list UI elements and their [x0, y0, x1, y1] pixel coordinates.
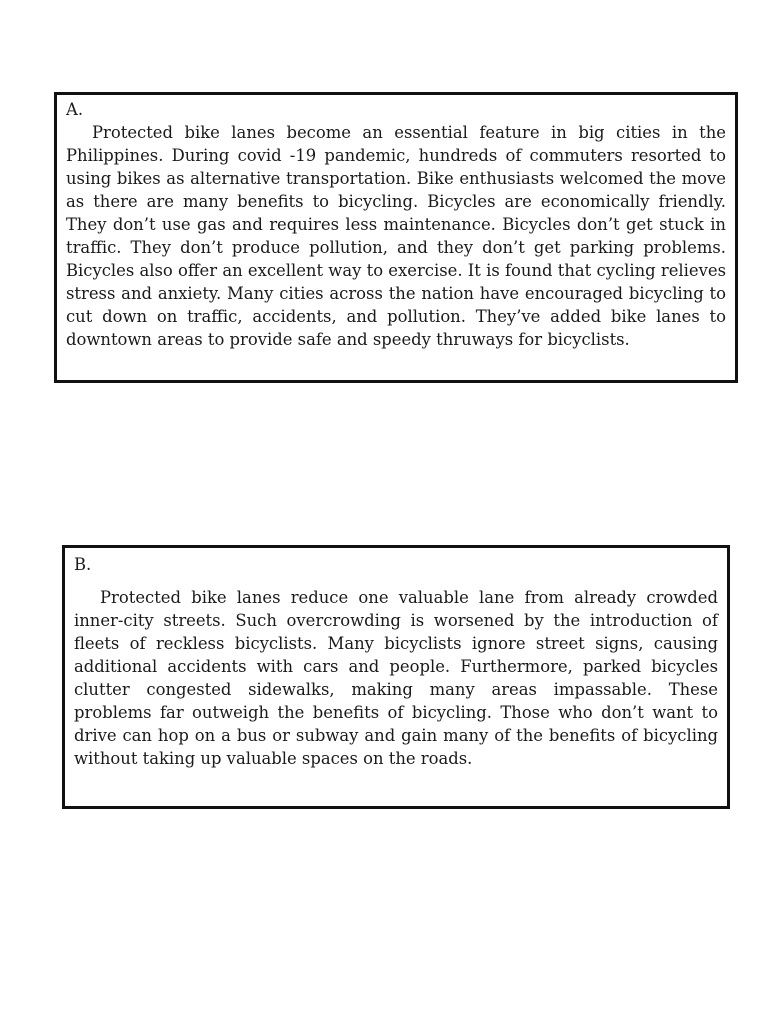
- passage-a-box: [54, 92, 738, 383]
- passage-a-text: Protected bike lanes become an essential feature in big cities in the Philippines. During covid -19 pandemic, hundreds of commuters resorted to using bikes as alternative transportation. Bike enthusiasts welcomed the move as there are many benefits to bicycling. Bicycles are economically friendly. They don’t use gas and requires less maintenance. Bicycles don’t get stuck in traffic. They don’t produce pollution, and they don’t get parking problems. Bicycles also offer an excellent way to exercise. It is found that cycling relieves stress and anxiety. Many cities across the nation have encouraged bicycling to cut down on traffic, accidents, and pollution. They’ve added bike lanes to downtown areas to provide safe and speedy thruways for bicyclists.: [66, 123, 726, 349]
- passage-b-label: B.: [74, 555, 92, 574]
- passage-a-label: A.: [66, 100, 84, 119]
- passage-b-box: [62, 545, 730, 809]
- passage-b-text: Protected bike lanes reduce one valuable lane from already crowded inner-city streets. Such overcrowding is worsened by the introduction of fleets of reckless bicyclists. Many bicyclists ignore street signs, causing additional accidents with cars and people. Furthermore, parked bicycles clutter congested sidewalks, making many areas impassable. These problems far outweigh the benefits of bicycling. Those who don’t want to drive can hop on a bus or subway and gain many of the benefits of bicycling without taking up valuable spaces on the roads.: [74, 588, 718, 768]
